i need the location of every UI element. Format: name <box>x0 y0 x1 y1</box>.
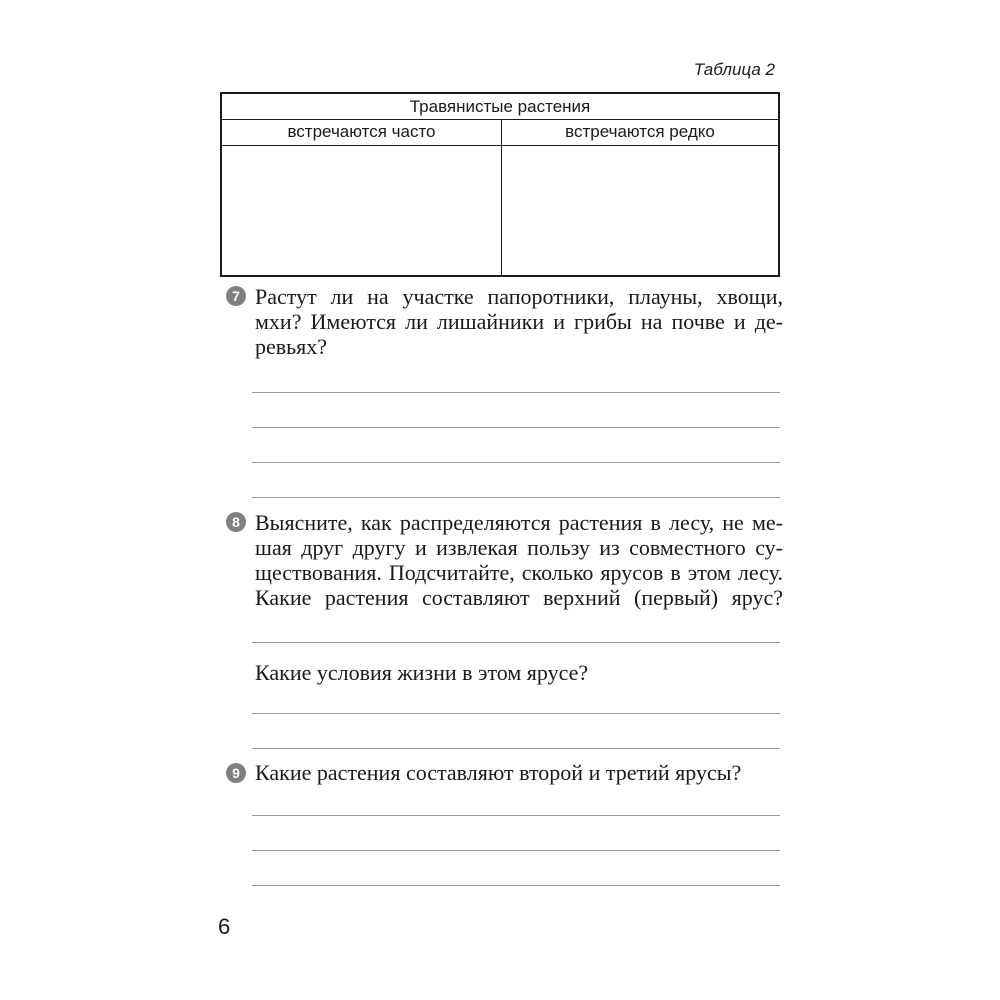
answer-line[interactable] <box>252 815 780 816</box>
page-number: 6 <box>218 914 231 939</box>
question-line: Какие растения составляют второй и третий ярусы? <box>255 760 742 785</box>
answer-line[interactable] <box>252 885 780 886</box>
question-line: шая друг другу и извлекая пользу из совместного су- <box>255 535 783 560</box>
answer-line[interactable] <box>252 462 780 463</box>
question-line: Какие растения составляют верхний (первый) ярус? <box>255 585 783 610</box>
table-cell-often[interactable] <box>222 146 502 275</box>
answer-line[interactable] <box>252 850 780 851</box>
answer-line[interactable] <box>252 497 780 498</box>
question-9-text <box>255 760 783 785</box>
herbaceous-plants-table <box>220 92 780 277</box>
question-line: Растут ли на участке папоротники, плауны, хвощи, <box>255 284 783 309</box>
answer-line[interactable] <box>252 748 780 749</box>
question-8-text <box>255 510 783 610</box>
column-header-rarely: встречаются редко <box>502 120 778 146</box>
answer-line[interactable] <box>252 427 780 428</box>
table-cell-rarely[interactable] <box>502 146 778 275</box>
question-8-subquestion: Какие условия жизни в этом ярусе? <box>255 660 589 685</box>
question-line: ревьях? <box>255 334 328 359</box>
answer-line[interactable] <box>252 713 780 714</box>
table-title: Травянистые растения <box>222 94 778 120</box>
table-caption: Таблица 2 <box>693 60 775 79</box>
question-line: мхи? Имеются ли лишайники и грибы на почве и де- <box>255 309 783 334</box>
question-line: ществования. Подсчитайте, сколько ярусов в этом лесу. <box>255 560 783 585</box>
question-line: Выясните, как распределяются растения в лесу, не ме- <box>255 510 783 535</box>
answer-line[interactable] <box>252 392 780 393</box>
question-7-text <box>255 284 783 359</box>
answer-line[interactable] <box>252 642 780 643</box>
column-header-often: встречаются часто <box>222 120 502 146</box>
question-number-badge: 7 <box>226 286 246 306</box>
question-number-badge: 9 <box>226 763 246 783</box>
question-number-badge: 8 <box>226 512 246 532</box>
